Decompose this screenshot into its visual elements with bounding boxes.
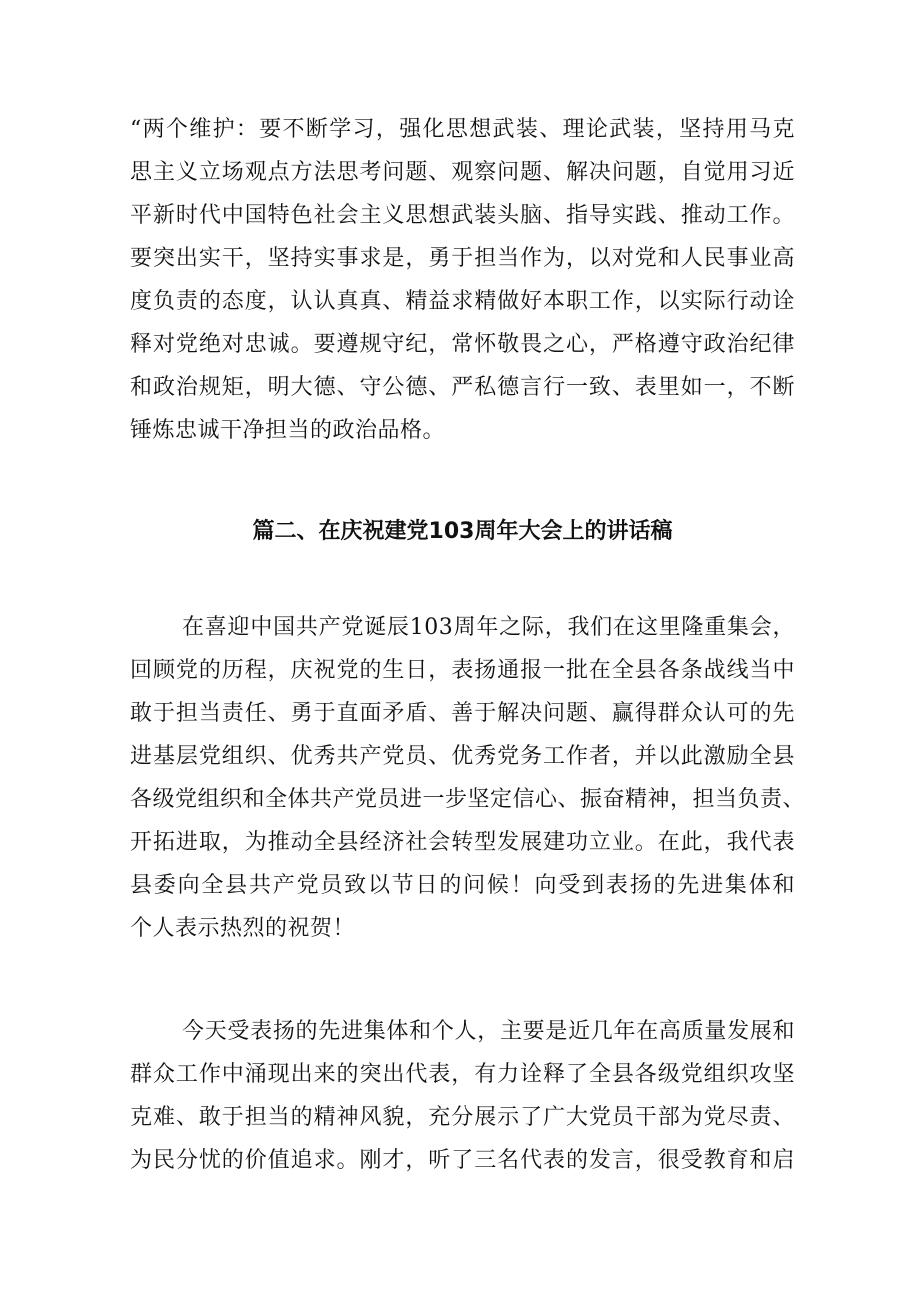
text-line: 度负责的态度，认认真真、精益求精做好本职工作，以实际行动诠 — [130, 289, 795, 314]
text-line: 平新时代中国特色社会主义思想武装头脑、指导实践、推动工作。 — [130, 203, 795, 228]
text-line: 思主义立场观点方法思考问题、观察问题、解决问题，自觉用习近 — [130, 160, 795, 185]
text-line: 各级党组织和全体共产党员进一步坚定信心、振奋精神，担当负责、 — [130, 787, 806, 812]
text-line: 克难、敢于担当的精神风貌，充分展示了广大党员干部为党尽责、 — [130, 1105, 795, 1130]
text-line: 进基层党组织、优秀共产党员、优秀党务工作者，并以此激励全县 — [130, 744, 795, 769]
paragraph-commended-representatives — [130, 1010, 795, 1182]
text-line: 开拓进取，为推动全县经济社会转型发展建功立业。在此，我代表 — [130, 830, 795, 855]
paragraph-two-safeguards — [130, 108, 795, 452]
text-line: 回顾党的历程，庆祝党的生日，表扬通报一批在全县各条战线当中 — [130, 658, 795, 683]
section-heading: 篇二、在庆祝建党103周年大会上的讲话稿 — [252, 519, 673, 544]
text-line: 今天受表扬的先进集体和个人，主要是近几年在高质量发展和 — [182, 1019, 795, 1044]
text-line: 群众工作中涌现出来的突出代表，有力诠释了全县各级党组织攻坚 — [130, 1062, 795, 1087]
text-line: 个人表示热烈的祝贺！ — [130, 916, 356, 941]
text-line: 锤炼忠诚干净担当的政治品格。 — [130, 418, 446, 443]
paragraph-celebration-intro — [130, 606, 806, 950]
text-line: 在喜迎中国共产党诞辰103周年之际，我们在这里隆重集会， — [182, 615, 795, 640]
text-line: 为民分忧的价值追求。刚才，听了三名代表的发言，很受教育和启 — [130, 1148, 795, 1173]
text-line: 敢于担当责任、勇于直面矛盾、善于解决问题、赢得群众认可的先 — [130, 701, 795, 726]
text-line: 释对党绝对忠诚。要遵规守纪，常怀敬畏之心，严格遵守政治纪律 — [130, 332, 795, 357]
text-line: 要突出实干，坚持实事求是，勇于担当作为，以对党和人民事业高 — [130, 246, 795, 271]
text-line: 县委向全县共产党员致以节日的问候！向受到表扬的先进集体和 — [130, 873, 795, 898]
text-line: “两个维护：要不断学习，强化思想武装、理论武装，坚持用马克 — [130, 117, 795, 142]
text-line: 和政治规矩，明大德、守公德、严私德言行一致、表里如一，不断 — [130, 375, 795, 400]
